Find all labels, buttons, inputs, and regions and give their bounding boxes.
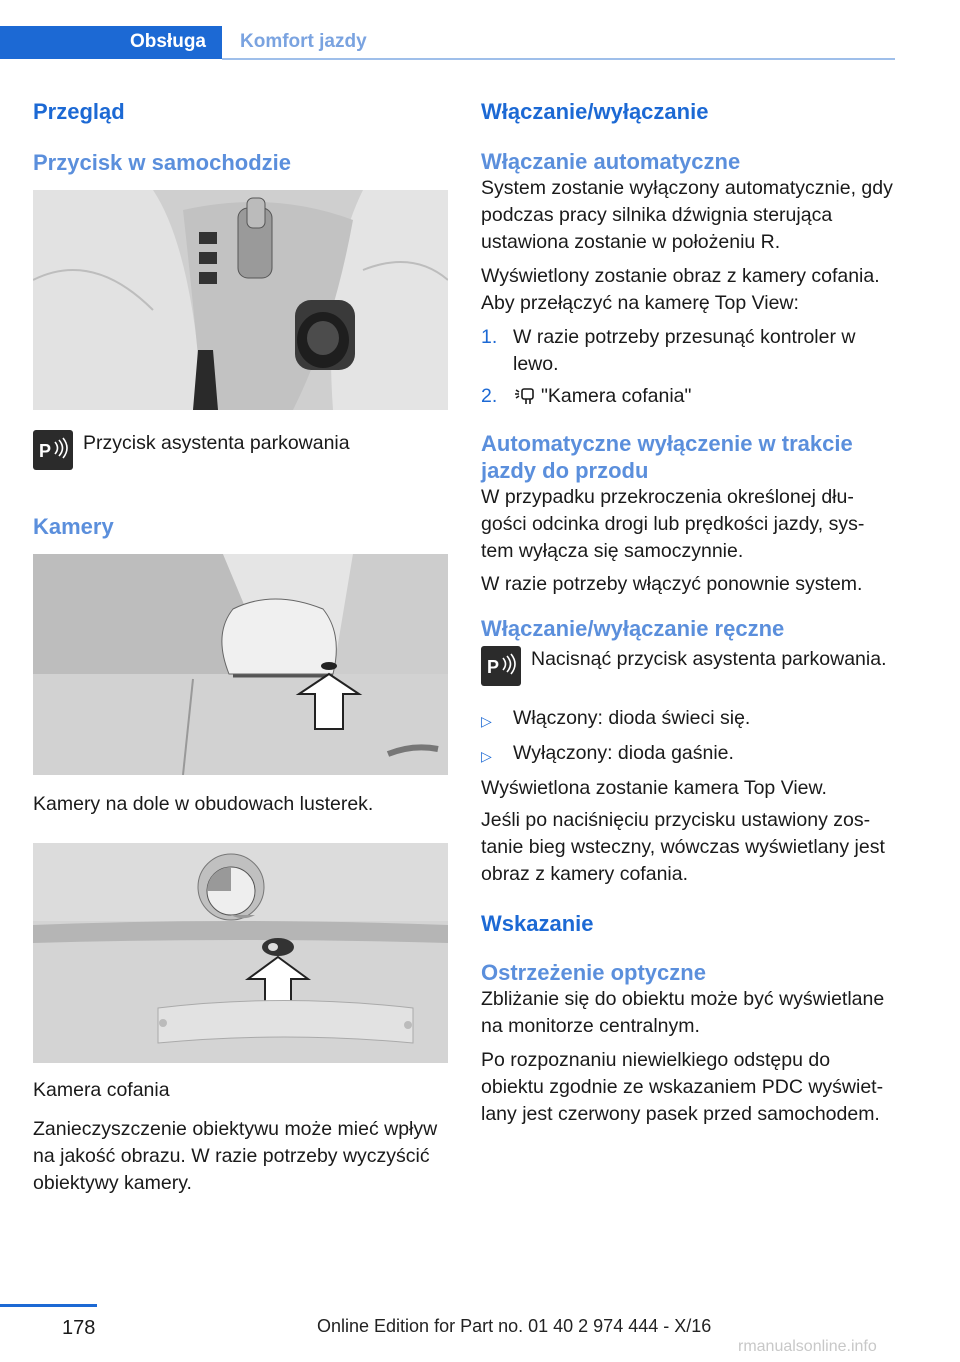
auto-off-text-2: W razie potrzeby włączyć ponownie system. [481,573,863,595]
auto-off-text-1: W przypadku przekroczenia określonej dłu-gości odcinka drogi lub prędkości jazdy, sys-tem wyłącza się samoczynnie. [481,486,865,562]
rear-caption: Kamera cofania [33,1079,170,1101]
status-list [481,705,896,770]
button-caption: Przycisk asystenta parkowania [83,432,350,454]
right-column [481,98,896,1128]
auto-on-text-1: System zostanie wyłączony automatycznie, gdy podczas pracy silnika dźwignia sterująca ustawiona zostanie w położeniu R. [481,177,893,253]
camera-view-icon [513,383,541,413]
watermark: rmanualsonline.info [738,1338,877,1355]
parking-assistant-icon [33,430,73,470]
overview-heading: Przegląd [33,99,125,124]
step-text: "Kamera cofania" [541,385,692,407]
button-subheading: Przycisk w samochodzie [33,150,291,175]
optical-text-1: Zbliżanie się do obiektu może być wyświetlane na monitorze centralnym. [481,988,885,1037]
svg-text:P: P [39,441,52,461]
display-heading: Wskazanie [481,911,594,936]
steps-list [481,324,896,413]
button-legend [33,430,448,470]
onoff-heading: Włączanie/wyłączanie [481,99,709,124]
rear-camera-image [33,843,448,1063]
auto-on-subheading: Włączanie automatyczne [481,149,741,174]
mirror-caption: Kamery na dole w obudowach lusterek. [33,793,374,815]
left-column [33,98,448,1197]
header-tabs [0,26,895,62]
optical-text-2: Po rozpoznaniu niewielkiego odstępu do obiektu zgodnie ze wskazaniem PDC wyświet-lany jest czerwony pasek przed samochodem. [481,1049,884,1125]
manual-row [481,646,896,686]
cameras-subheading: Kamery [33,514,114,539]
manual-subheading: Włączanie/wyłączanie ręczne [481,616,785,641]
optical-subheading: Ostrzeżenie optyczne [481,960,706,985]
triangle-bullet-icon: ▷ [481,713,492,729]
manual-text-2: Wyświetlona zostanie kamera Top View. [481,777,827,799]
svg-text:P: P [487,657,500,677]
auto-on-text-2: Wyświetlony zostanie obraz z kamery cofania. Aby przełączyć na kamerę Top View: [481,265,880,314]
page-number: 178 [62,1317,96,1339]
auto-off-subheading: Automatyczne wyłączenie w trakcie jazdy do przodu [481,431,853,483]
manual-text: Nacisnąć przycisk asystenta parkowania. [531,648,887,670]
footer-divider [0,1304,97,1307]
list-item: 2. "Kamera cofania" [481,383,896,413]
header-divider [222,58,895,60]
parking-assistant-icon [481,646,521,686]
triangle-bullet-icon: ▷ [481,748,492,764]
step-text: W razie potrzeby przesunąć kontroler w lewo. [513,326,856,375]
lens-note: Zanieczyszczenie obiektywu może mieć wpływ na jakość obrazu. W razie potrzeby wyczyścić obiektywy kamery. [33,1118,438,1194]
list-item: ▷ Wyłączony: dioda gaśnie. [481,740,896,770]
edition-note: Online Edition for Part no. 01 40 2 974 444 - X/16 [317,1316,712,1336]
list-item: 1. W razie potrzeby przesunąć kontroler w lewo. [481,324,896,378]
console-button-image [33,190,448,410]
tab-komfort-jazdy[interactable]: Komfort jazdy [240,31,367,52]
mirror-cameras-image [33,554,448,775]
list-item: ▷ Włączony: dioda świeci się. [481,705,896,735]
tab-obsluga[interactable]: Obsługa [0,26,222,59]
manual-text-3: Jeśli po naciśnięciu przycisku ustawiony zos-tanie bieg wsteczny, wówczas wyświetlany jest obraz z kamery cofania. [481,809,885,885]
